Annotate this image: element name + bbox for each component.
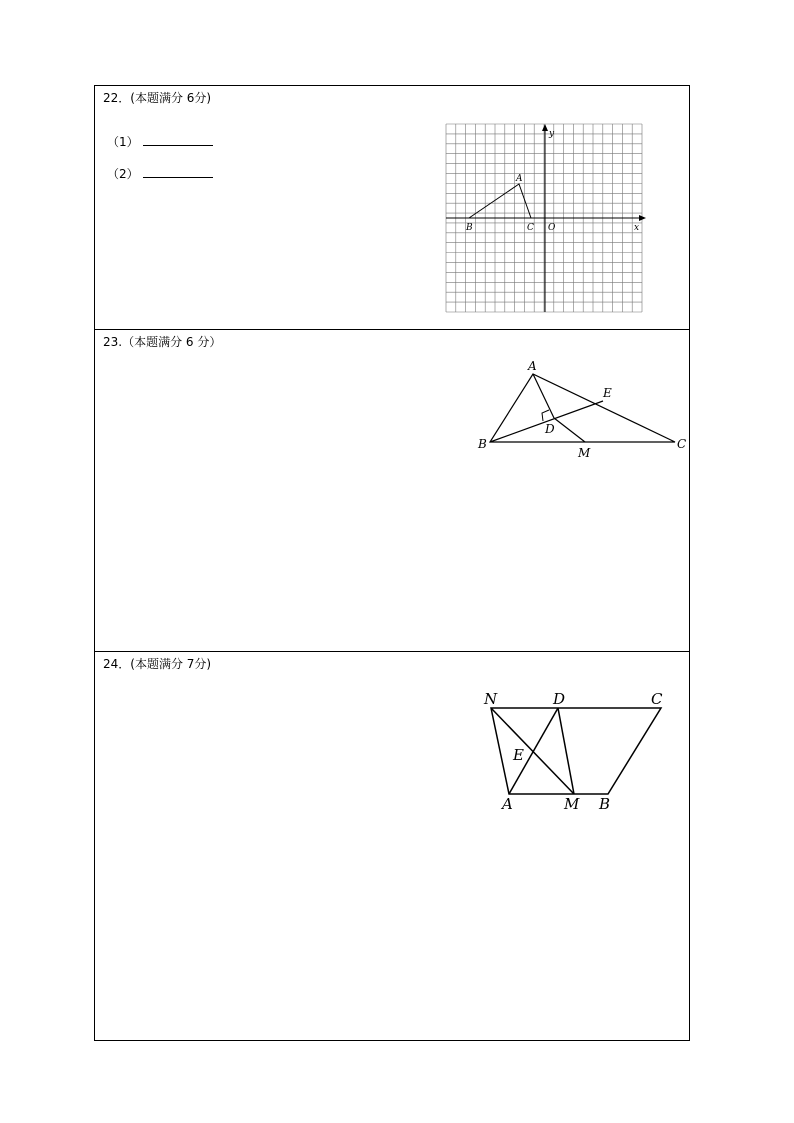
- label-c: C: [527, 223, 534, 233]
- answer-sheet: [94, 85, 690, 1041]
- label-m: M: [578, 446, 591, 460]
- label-d: D: [545, 422, 555, 436]
- question-24-title: 24．(本题满分 7分): [103, 657, 212, 671]
- label-e: E: [513, 746, 524, 764]
- question-23-title: 23.（本题满分 6 分）: [103, 335, 222, 349]
- question-22-section: [95, 86, 689, 330]
- answer-22-2[interactable]: [107, 165, 213, 182]
- triangle-figure-23: [475, 356, 689, 480]
- label-m: M: [564, 795, 580, 813]
- y-axis-arrow: [542, 124, 548, 131]
- label-b: B: [599, 795, 611, 813]
- x-axis-arrow: [639, 215, 646, 221]
- label-a: A: [502, 795, 513, 813]
- label-a: A: [528, 359, 537, 373]
- question-24-section: [95, 652, 689, 1040]
- answer-22-1-blank[interactable]: [143, 134, 213, 146]
- answer-22-1[interactable]: [107, 133, 213, 150]
- answer-22-2-blank[interactable]: [143, 166, 213, 178]
- question-22-title: 22．(本题满分 6分): [103, 91, 212, 105]
- label-d: D: [553, 690, 566, 708]
- parallelogram-figure-24: [475, 688, 685, 818]
- label-n: N: [484, 690, 498, 708]
- label-x: x: [634, 223, 640, 233]
- answer-22-2-label: （2）: [107, 167, 139, 181]
- segment-dm: [554, 418, 585, 442]
- label-y: y: [549, 129, 555, 139]
- coordinate-grid-figure: [444, 122, 650, 314]
- question-23-section: [95, 330, 689, 652]
- right-angle-mark: [542, 410, 549, 421]
- label-b: B: [478, 437, 487, 451]
- segment-dm: [558, 708, 574, 794]
- label-e: E: [603, 386, 612, 400]
- answer-22-1-label: （1）: [107, 135, 139, 149]
- label-a: A: [516, 174, 523, 184]
- segment-nm: [491, 708, 574, 794]
- label-c: C: [677, 437, 687, 451]
- segment-ad: [533, 374, 554, 418]
- label-o: O: [548, 223, 556, 233]
- label-b: B: [466, 223, 473, 233]
- label-c: C: [651, 690, 663, 708]
